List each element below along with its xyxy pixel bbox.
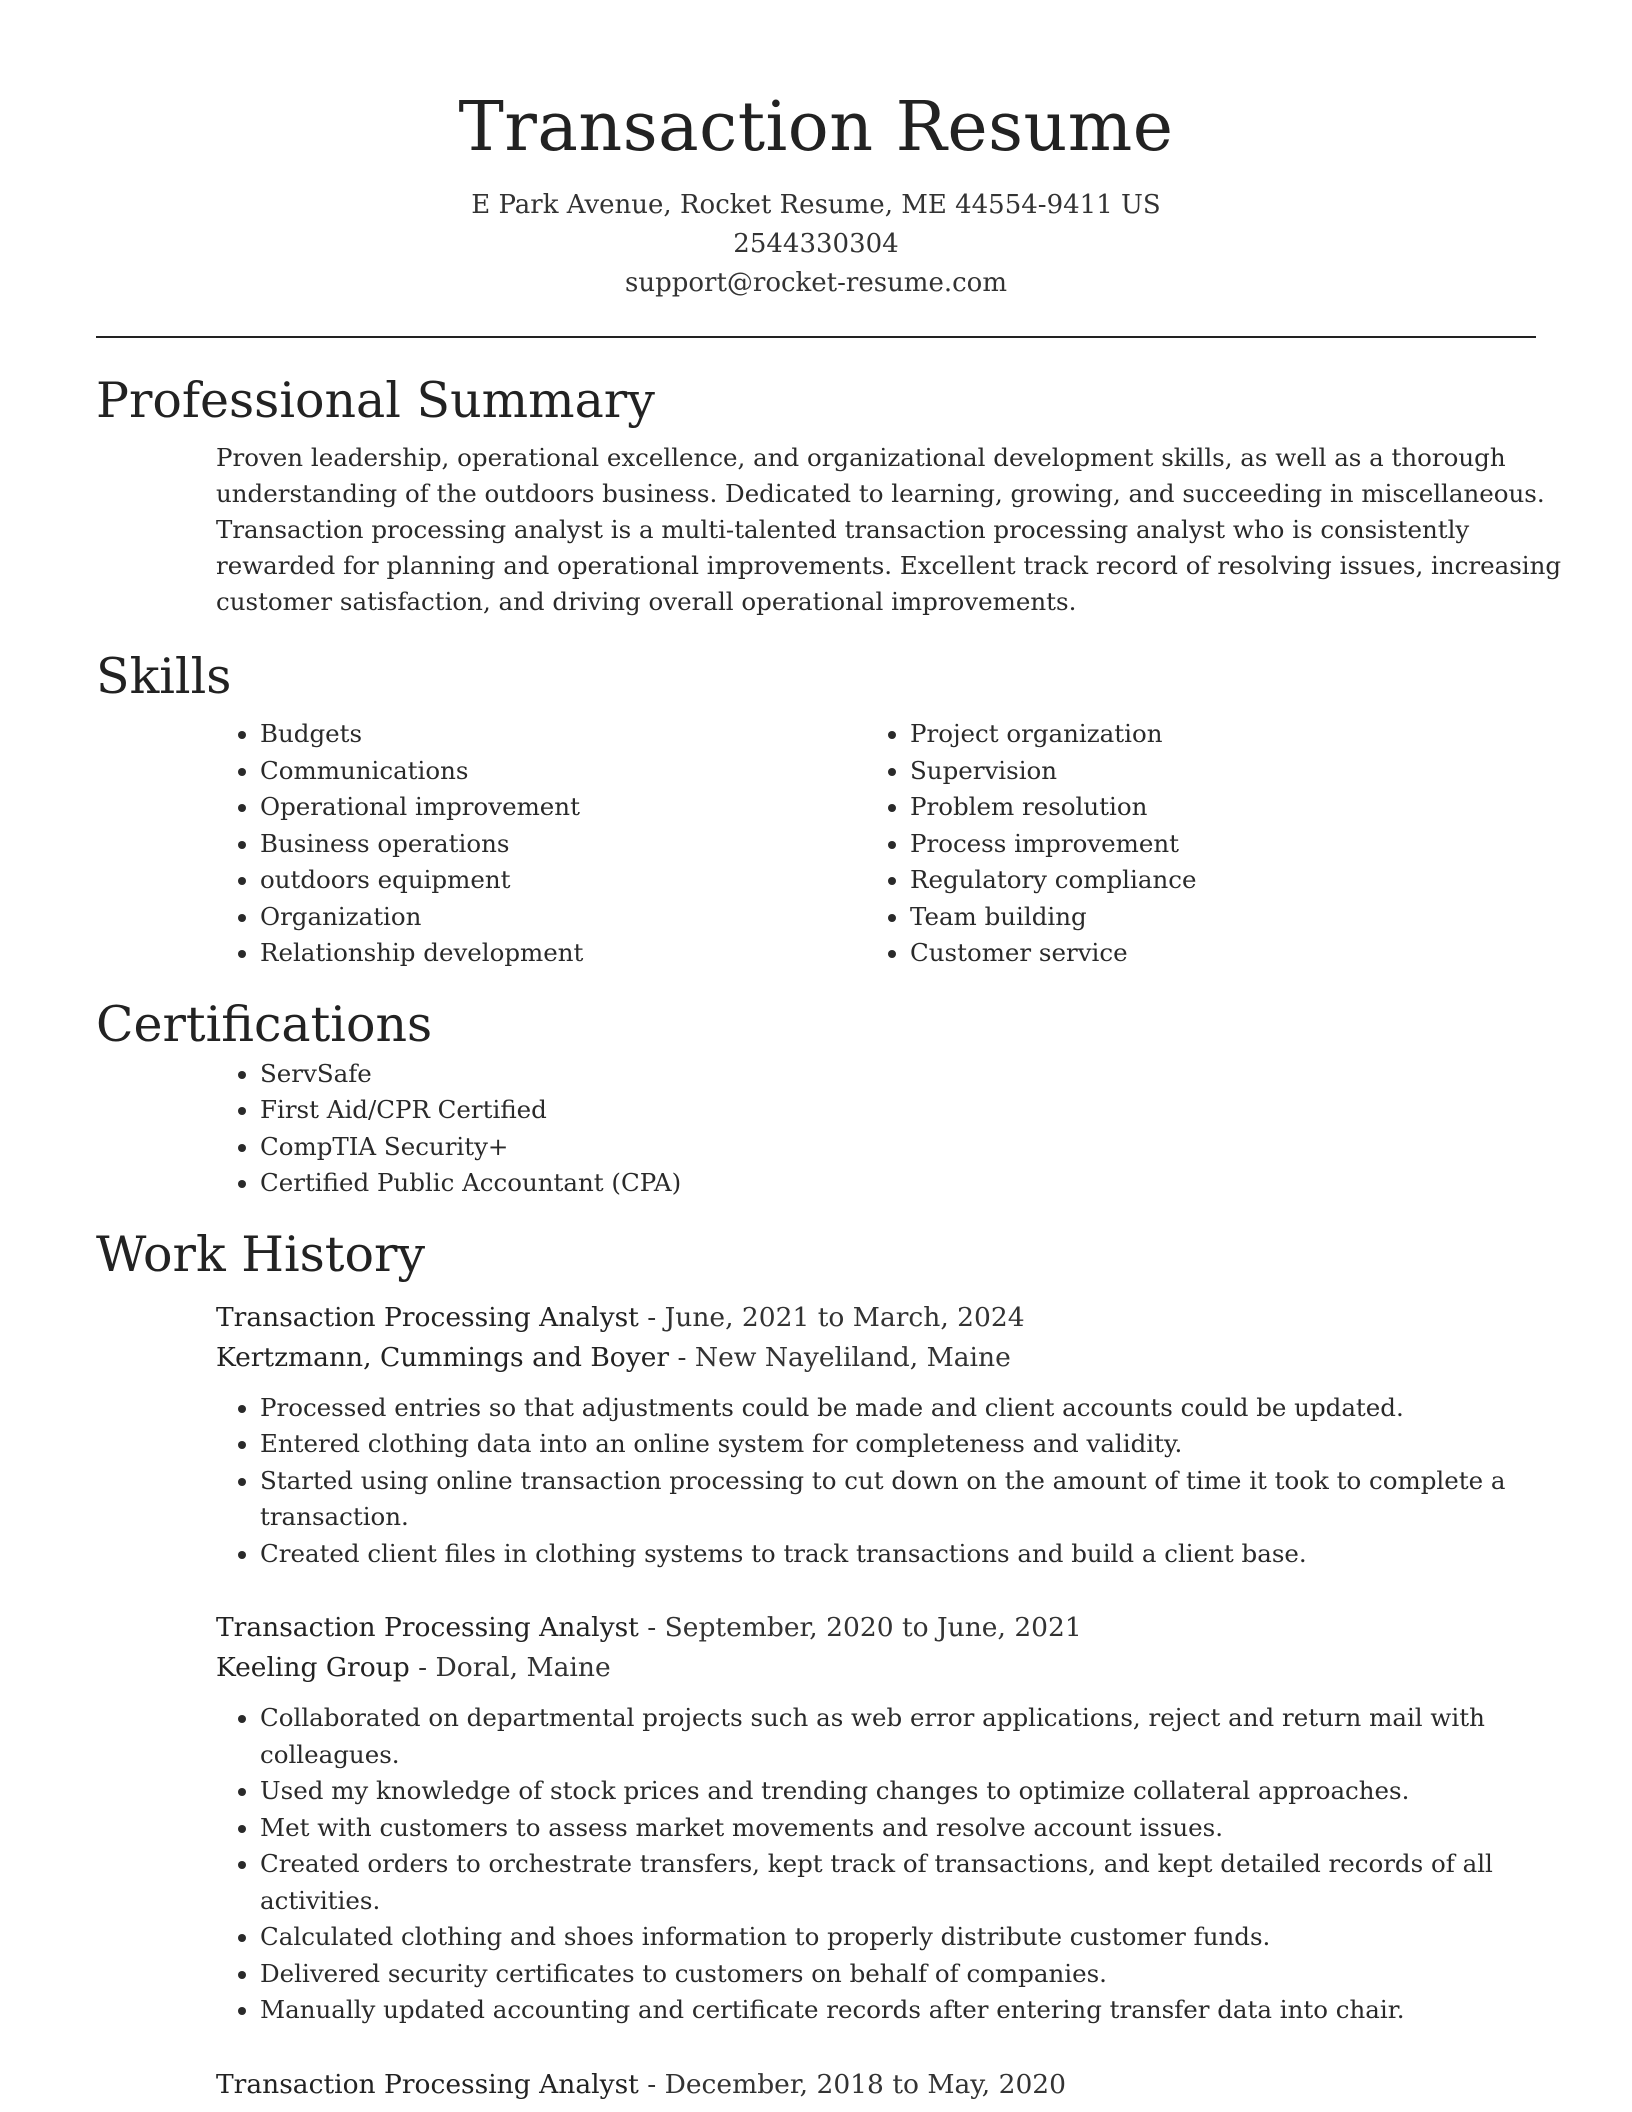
job-bullet: • Entered clothing data into an online system for completeness and validity. [260, 1426, 1592, 1463]
skill-item: • Communications [260, 753, 910, 790]
certifications-heading: Certifications [96, 995, 433, 1053]
certification-item: • ServSafe [260, 1056, 1632, 1093]
skill-item: • Problem resolution [910, 789, 1196, 826]
skill-item: • Supervision [910, 753, 1196, 790]
skill-item: • Budgets [260, 716, 910, 753]
job-bullets [216, 1700, 1592, 2029]
skill-item: • Project organization [910, 716, 1196, 753]
skill-item: • outdoors equipment [260, 862, 910, 899]
job-entry [216, 1298, 1592, 1573]
job-bullet: • Calculated clothing and shoes information to properly distribute customer funds. [260, 1919, 1592, 1956]
certifications-list [0, 1056, 1632, 1202]
skill-item: • Organization [260, 899, 910, 936]
job-dates: - December, 2018 to May, 2020 [638, 2068, 1067, 2100]
job-entry [216, 1608, 1592, 2029]
job-dates: - September, 2020 to June, 2021 [638, 1612, 1082, 1643]
skills-list-right [910, 716, 1196, 972]
contact-address: E Park Avenue, Rocket Resume, ME 44554-9411 US [471, 190, 1161, 220]
job-company: Keeling Group [216, 1652, 410, 1683]
skill-item: • Operational improvement [260, 789, 910, 826]
job-role-line [216, 2065, 1592, 2105]
job-bullet: • Processed entries so that adjustments could be made and client accounts could be updated. [260, 1390, 1592, 1427]
resume-header [0, 0, 1632, 303]
job-bullet: • Collaborated on departmental projects such as web error applications, reject and return mail with colleagues. [260, 1700, 1592, 1773]
contact-email: support@rocket-resume.com [624, 268, 1007, 298]
skill-item: • Relationship development [260, 935, 910, 972]
job-location: - Doral, Maine [409, 1652, 611, 1683]
job-bullet: • Manually updated accounting and certificate records after entering transfer data into chair. [260, 1992, 1592, 2029]
certification-item: • First Aid/CPR Certified [260, 1092, 1632, 1129]
job-company-line [216, 1648, 1592, 1688]
contact-block [0, 186, 1632, 303]
skills-heading: Skills [96, 648, 232, 705]
job-bullets [216, 1390, 1592, 1573]
job-dates: - June, 2021 to March, 2024 [638, 1301, 1025, 1333]
job-role: Transaction Processing Analyst [216, 1301, 639, 1333]
job-bullet: • Created client files in clothing systems to track transactions and build a client base. [260, 1536, 1592, 1573]
job-role: Transaction Processing Analyst [216, 1612, 639, 1643]
job-bullet: • Used my knowledge of stock prices and trending changes to optimize collateral approaches. [260, 1773, 1592, 1810]
skill-item: • Customer service [910, 935, 1196, 972]
job-entry [216, 2065, 1592, 2105]
job-role-line [216, 1298, 1592, 1338]
skill-item: • Business operations [260, 826, 910, 863]
job-role: Transaction Processing Analyst [216, 2068, 639, 2100]
resume-name: Transaction Resume [458, 88, 1174, 167]
work-history-heading: Work History [96, 1225, 426, 1283]
skill-item: • Process improvement [910, 826, 1196, 863]
job-role-line [216, 1608, 1592, 1648]
header-divider [96, 336, 1536, 338]
job-company: Kertzmann, Cummings and Boyer [216, 1341, 670, 1373]
contact-phone: 2544330304 [733, 229, 899, 259]
skill-item: • Regulatory compliance [910, 862, 1196, 899]
skill-item: • Team building [910, 899, 1196, 936]
skills-list-left [0, 716, 910, 972]
job-company-line [216, 1338, 1592, 1378]
summary-heading: Professional Summary [96, 372, 655, 429]
job-bullet: • Created orders to orchestrate transfers, kept track of transactions, and kept detailed records of all activities. [260, 1846, 1592, 1919]
job-location: - New Nayeliland, Maine [669, 1341, 1011, 1373]
job-bullet: • Started using online transaction processing to cut down on the amount of time it took to complete a transaction. [260, 1463, 1592, 1536]
job-bullet: • Delivered security certificates to customers on behalf of companies. [260, 1956, 1592, 1993]
certification-item: • Certified Public Accountant (CPA) [260, 1165, 1632, 1202]
skills-columns [0, 716, 1632, 972]
job-bullet: • Met with customers to assess market movements and resolve account issues. [260, 1810, 1592, 1847]
summary-text: Proven leadership, operational excellence, and organizational development skills, as well as a thorough understanding of the outdoors business. Dedicated to learning, growing, and succeeding in miscellaneous. Transaction processing analyst is a multi-talented transaction processing analyst who is consistently rewarded for planning and operational improvements. Excellent track record of resolving issues, increasing customer satisfaction, and driving overall operational improvements. [216, 443, 1562, 616]
certification-item: • CompTIA Security+ [260, 1129, 1632, 1166]
